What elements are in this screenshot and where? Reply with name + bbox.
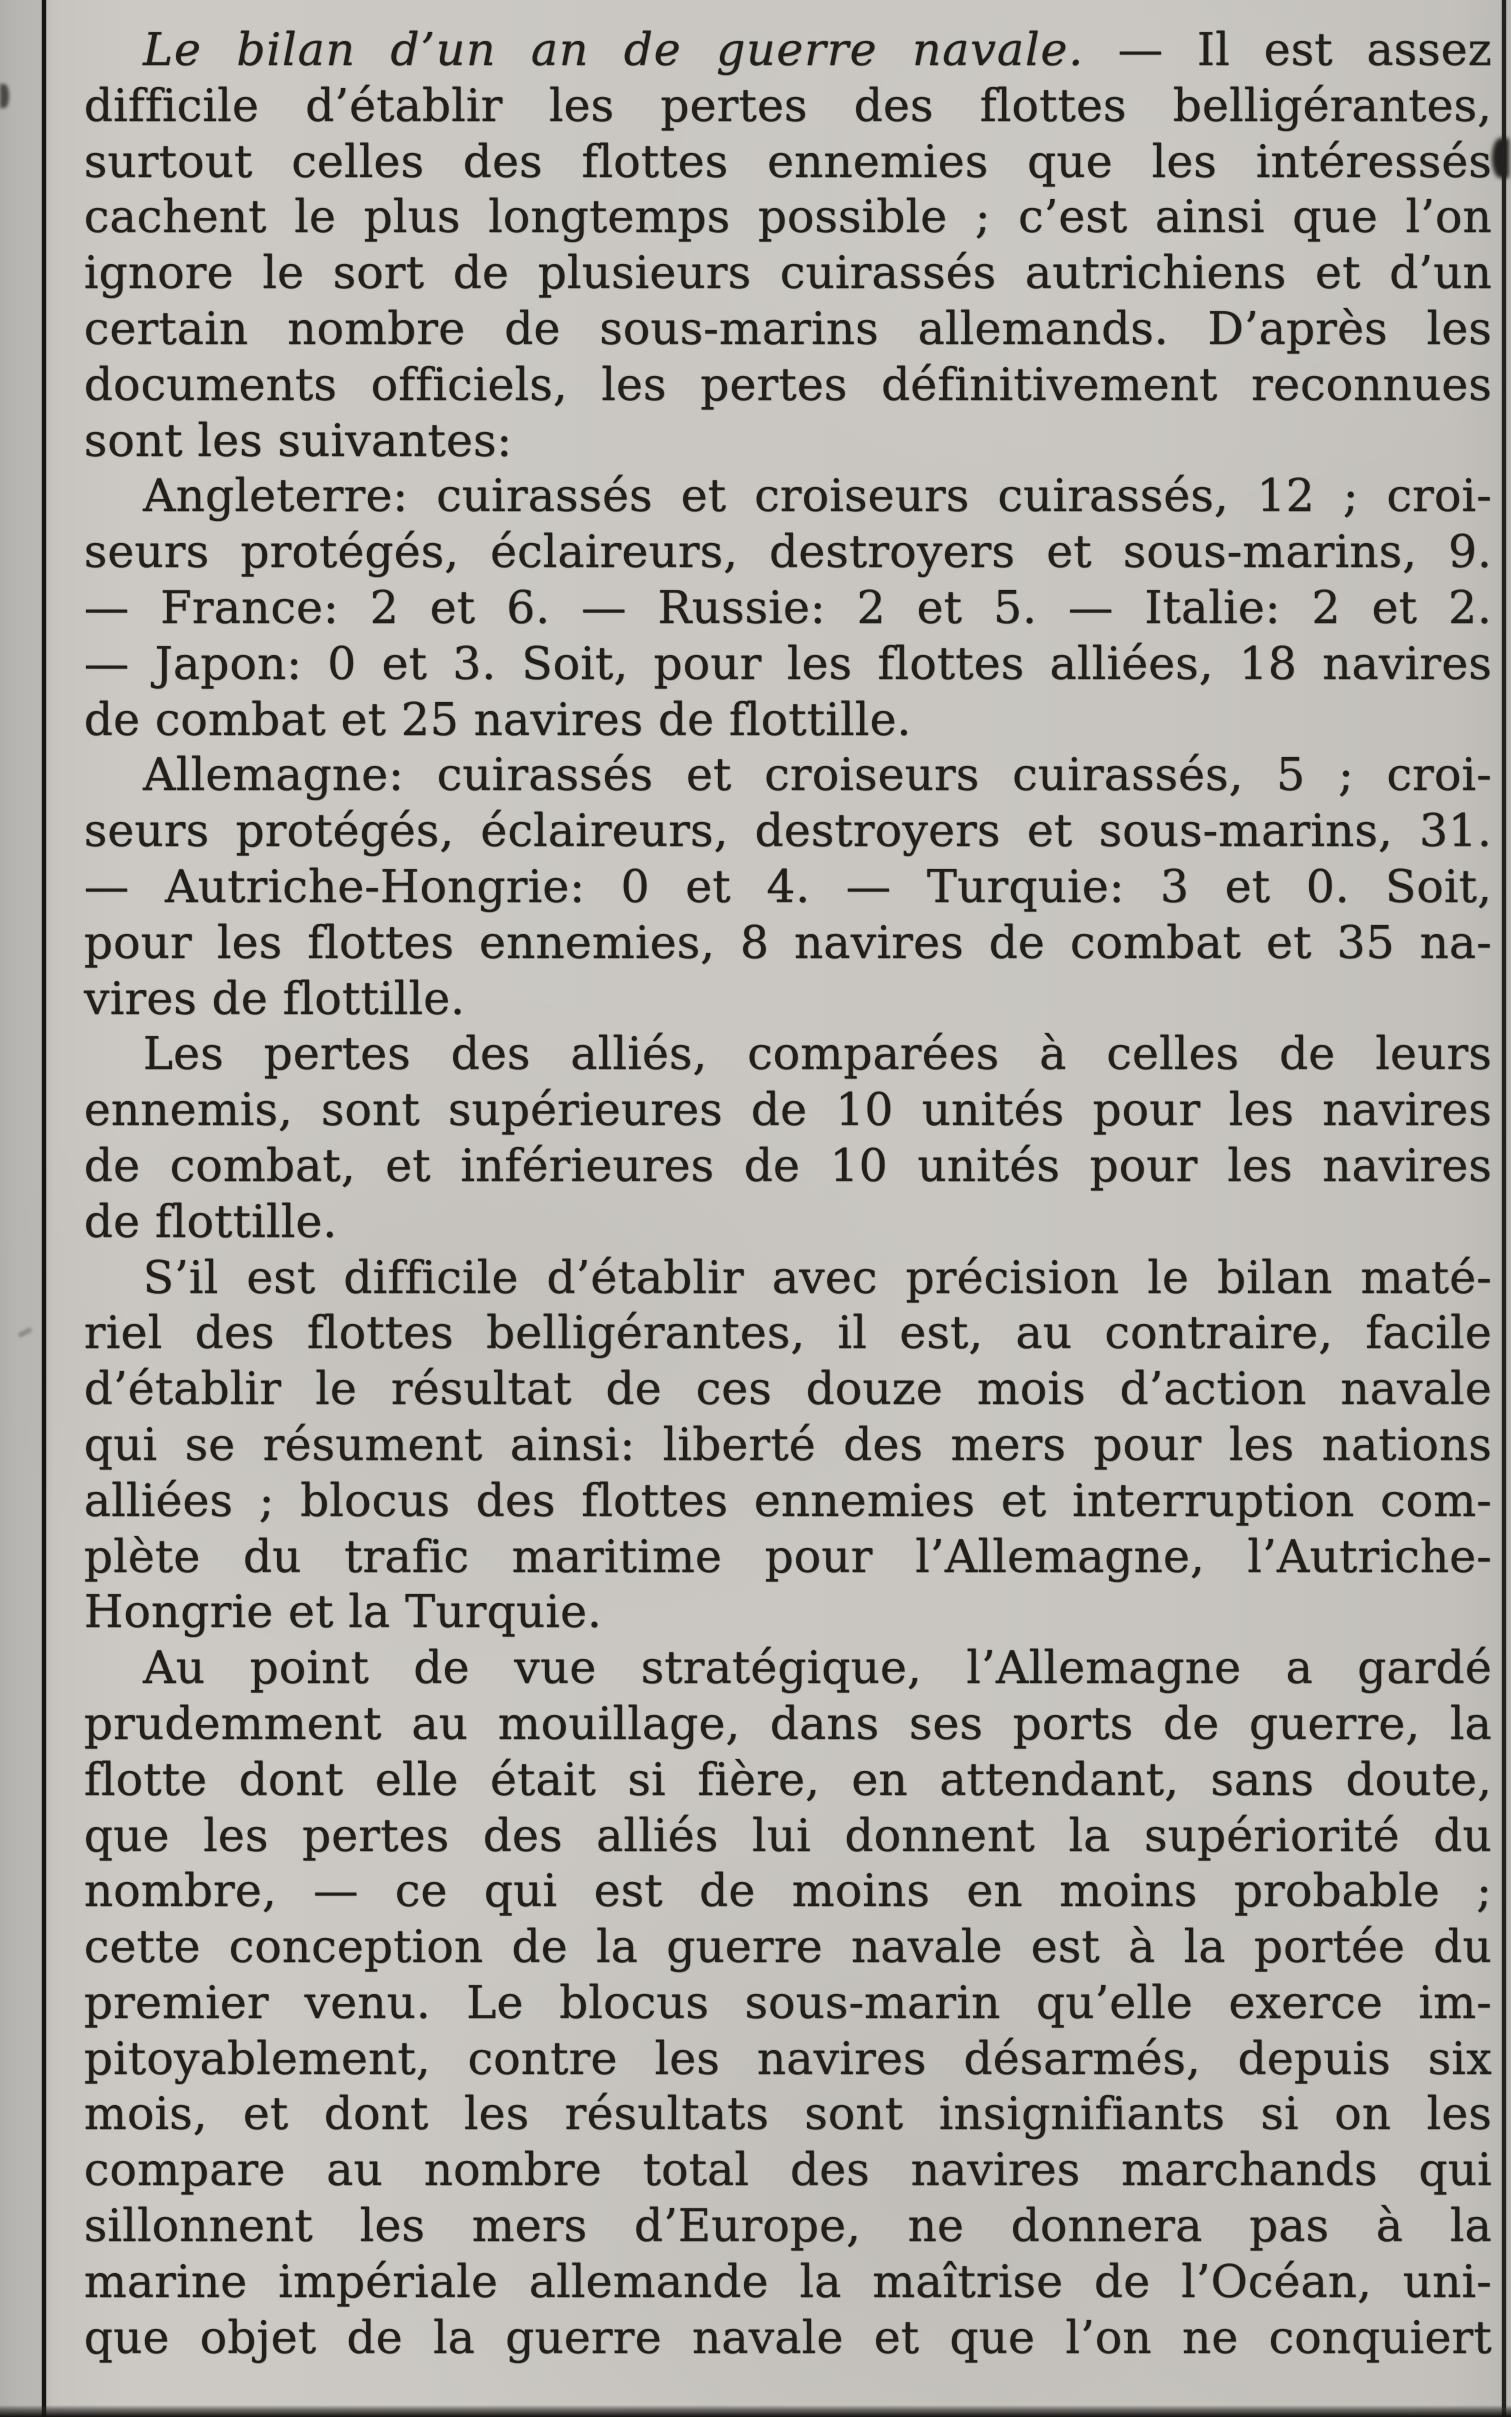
text-line: [84, 747, 1492, 803]
text-line: [84, 468, 1492, 524]
text-segment: ennemis, sont supérieures de 10 unités pour les navires: [84, 1083, 1492, 1137]
text-segment: prudemment au mouillage, dans ses ports de guerre, la: [84, 1696, 1492, 1750]
text-line: [84, 1696, 1492, 1752]
text-segment: compare au nombre total des navires marchands qui: [84, 2143, 1492, 2197]
text-line: [84, 1250, 1492, 1306]
text-segment: alliées ; blocus des flottes ennemies et interruption com-: [84, 1473, 1492, 1527]
text-segment: surtout celles des flottes ennemies que les intéressés: [84, 134, 1492, 188]
text-segment: de combat et 25 navires de flottille.: [84, 692, 912, 746]
text-segment: Au point de vue stratégique, l’Allemagne a gardé: [143, 1641, 1492, 1695]
text-segment: — Japon: 0 et 3. Soit, pour les flottes alliées, 18 navires: [84, 636, 1492, 690]
text-segment: plète du trafic maritime pour l’Allemagne, l’Autriche-: [84, 1529, 1492, 1583]
text-segment: sillonnent les mers d’Europe, ne donnera pas à la: [84, 2199, 1492, 2253]
left-border-rule: [42, 0, 46, 2417]
text-line: [84, 1808, 1492, 1864]
text-segment: — Autriche-Hongrie: 0 et 4. — Turquie: 3 et 0. Soit,: [84, 859, 1492, 913]
text-line: [84, 413, 1492, 469]
text-line: [84, 245, 1492, 301]
right-border-rule: [1502, 0, 1506, 2417]
text-segment: de combat, et inférieures de 10 unités pour les navires: [84, 1138, 1492, 1192]
text-segment: d’établir le résultat de ces douze mois d’action navale: [84, 1362, 1492, 1416]
text-segment: que les pertes des alliés lui donnent la supériorité du: [84, 1808, 1492, 1862]
text-segment: pitoyablement, contre les navires désarmés, depuis six: [84, 2031, 1492, 2085]
text-segment: premier venu. Le blocus sous-marin qu’elle exerce im-: [84, 1975, 1492, 2029]
text-line: [84, 1361, 1492, 1417]
text-line: [84, 22, 1492, 78]
text-line: [84, 1417, 1492, 1473]
text-segment: pour les flottes ennemies, 8 navires de combat et 35 na-: [84, 915, 1492, 969]
text-line: [84, 357, 1492, 413]
text-segment: Allemagne: cuirassés et croiseurs cuirassés, 5 ; croi-: [143, 748, 1492, 802]
text-segment: que objet de la guerre navale et que l’on ne conquiert: [84, 2310, 1492, 2364]
text-segment: — France: 2 et 6. — Russie: 2 et 5. — Italie: 2 et 2.: [84, 580, 1492, 634]
text-segment: S’il est difficile d’établir avec précision le bilan maté-: [143, 1250, 1492, 1304]
bottom-scan-edge: [0, 2405, 1511, 2417]
text-line: [84, 971, 1492, 1027]
text-line: [84, 2031, 1492, 2087]
text-line: [84, 2310, 1492, 2366]
scan-scratch-mark: [18, 1327, 33, 1338]
text-line: [84, 915, 1492, 971]
text-line: [84, 1584, 1492, 1640]
text-line: [84, 636, 1492, 692]
text-segment: certain nombre de sous-marins allemands. D’après les: [84, 301, 1492, 355]
text-line: [84, 1752, 1492, 1808]
text-segment: difficile d’établir les pertes des flottes belligérantes,: [84, 78, 1492, 132]
scan-edge-mark: [0, 84, 9, 108]
text-line: [84, 1975, 1492, 2031]
text-line: [84, 1138, 1492, 1194]
text-segment: — Il est assez: [1084, 23, 1492, 76]
text-line: [84, 580, 1492, 636]
text-segment: nombre, — ce qui est de moins en moins probable ;: [84, 1864, 1492, 1918]
text-segment: ignore le sort de plusieurs cuirassés autrichiens et d’un: [84, 246, 1492, 300]
text-line: [84, 301, 1492, 357]
text-line: [84, 859, 1492, 915]
text-segment: riel des flottes belligérantes, il est, au contraire, facile: [84, 1306, 1492, 1360]
text-line: [84, 803, 1492, 859]
text-segment: flotte dont elle était si fière, en attendant, sans doute,: [84, 1752, 1492, 1806]
article-text: [84, 22, 1492, 2365]
text-line: [84, 2198, 1492, 2254]
text-segment: Les pertes des alliés, comparées à celles de leurs: [143, 1027, 1492, 1081]
text-segment: Angleterre: cuirassés et croiseurs cuirassés, 12 ; croi-: [143, 469, 1492, 523]
text-line: [84, 1529, 1492, 1585]
text-segment: de flottille.: [84, 1194, 338, 1248]
text-segment: vires de flottille.: [84, 971, 466, 1025]
text-line: [84, 189, 1492, 245]
text-segment: qui se résument ainsi: liberté des mers pour les nations: [84, 1417, 1492, 1471]
text-segment: cette conception de la guerre navale est à la portée du: [84, 1920, 1492, 1974]
text-segment: seurs protégés, éclaireurs, destroyers et sous-marins, 9.: [84, 525, 1492, 579]
text-line: [84, 524, 1492, 580]
text-line: [84, 1473, 1492, 1529]
text-line: [84, 1640, 1492, 1696]
text-segment: marine impériale allemande la maîtrise de l’Océan, uni-: [84, 2254, 1492, 2308]
text-line: [84, 2254, 1492, 2310]
text-line: [84, 1082, 1492, 1138]
text-line: [84, 134, 1492, 190]
text-line: [84, 1863, 1492, 1919]
text-segment: cachent le plus longtemps possible ; c’est ainsi que l’on: [84, 190, 1492, 244]
text-line: [84, 1919, 1492, 1975]
text-segment: seurs protégés, éclaireurs, destroyers et sous-marins, 31.: [84, 804, 1492, 858]
scan-smudge: [1492, 138, 1509, 178]
text-segment: Hongrie et la Turquie.: [84, 1585, 602, 1639]
text-segment: mois, et dont les résultats sont insignifiants si on les: [84, 2087, 1492, 2141]
text-line: [84, 2086, 1492, 2142]
text-line: [84, 1305, 1492, 1361]
text-line: [84, 1194, 1492, 1250]
text-line: [84, 2142, 1492, 2198]
text-segment: sont les suivantes:: [84, 413, 513, 467]
text-line: [84, 692, 1492, 748]
lead-phrase-italic: Le bilan d’un an de guerre navale.: [143, 23, 1084, 76]
text-line: [84, 1026, 1492, 1082]
text-line: [84, 78, 1492, 134]
text-segment: documents officiels, les pertes définitivement reconnues: [84, 357, 1492, 411]
